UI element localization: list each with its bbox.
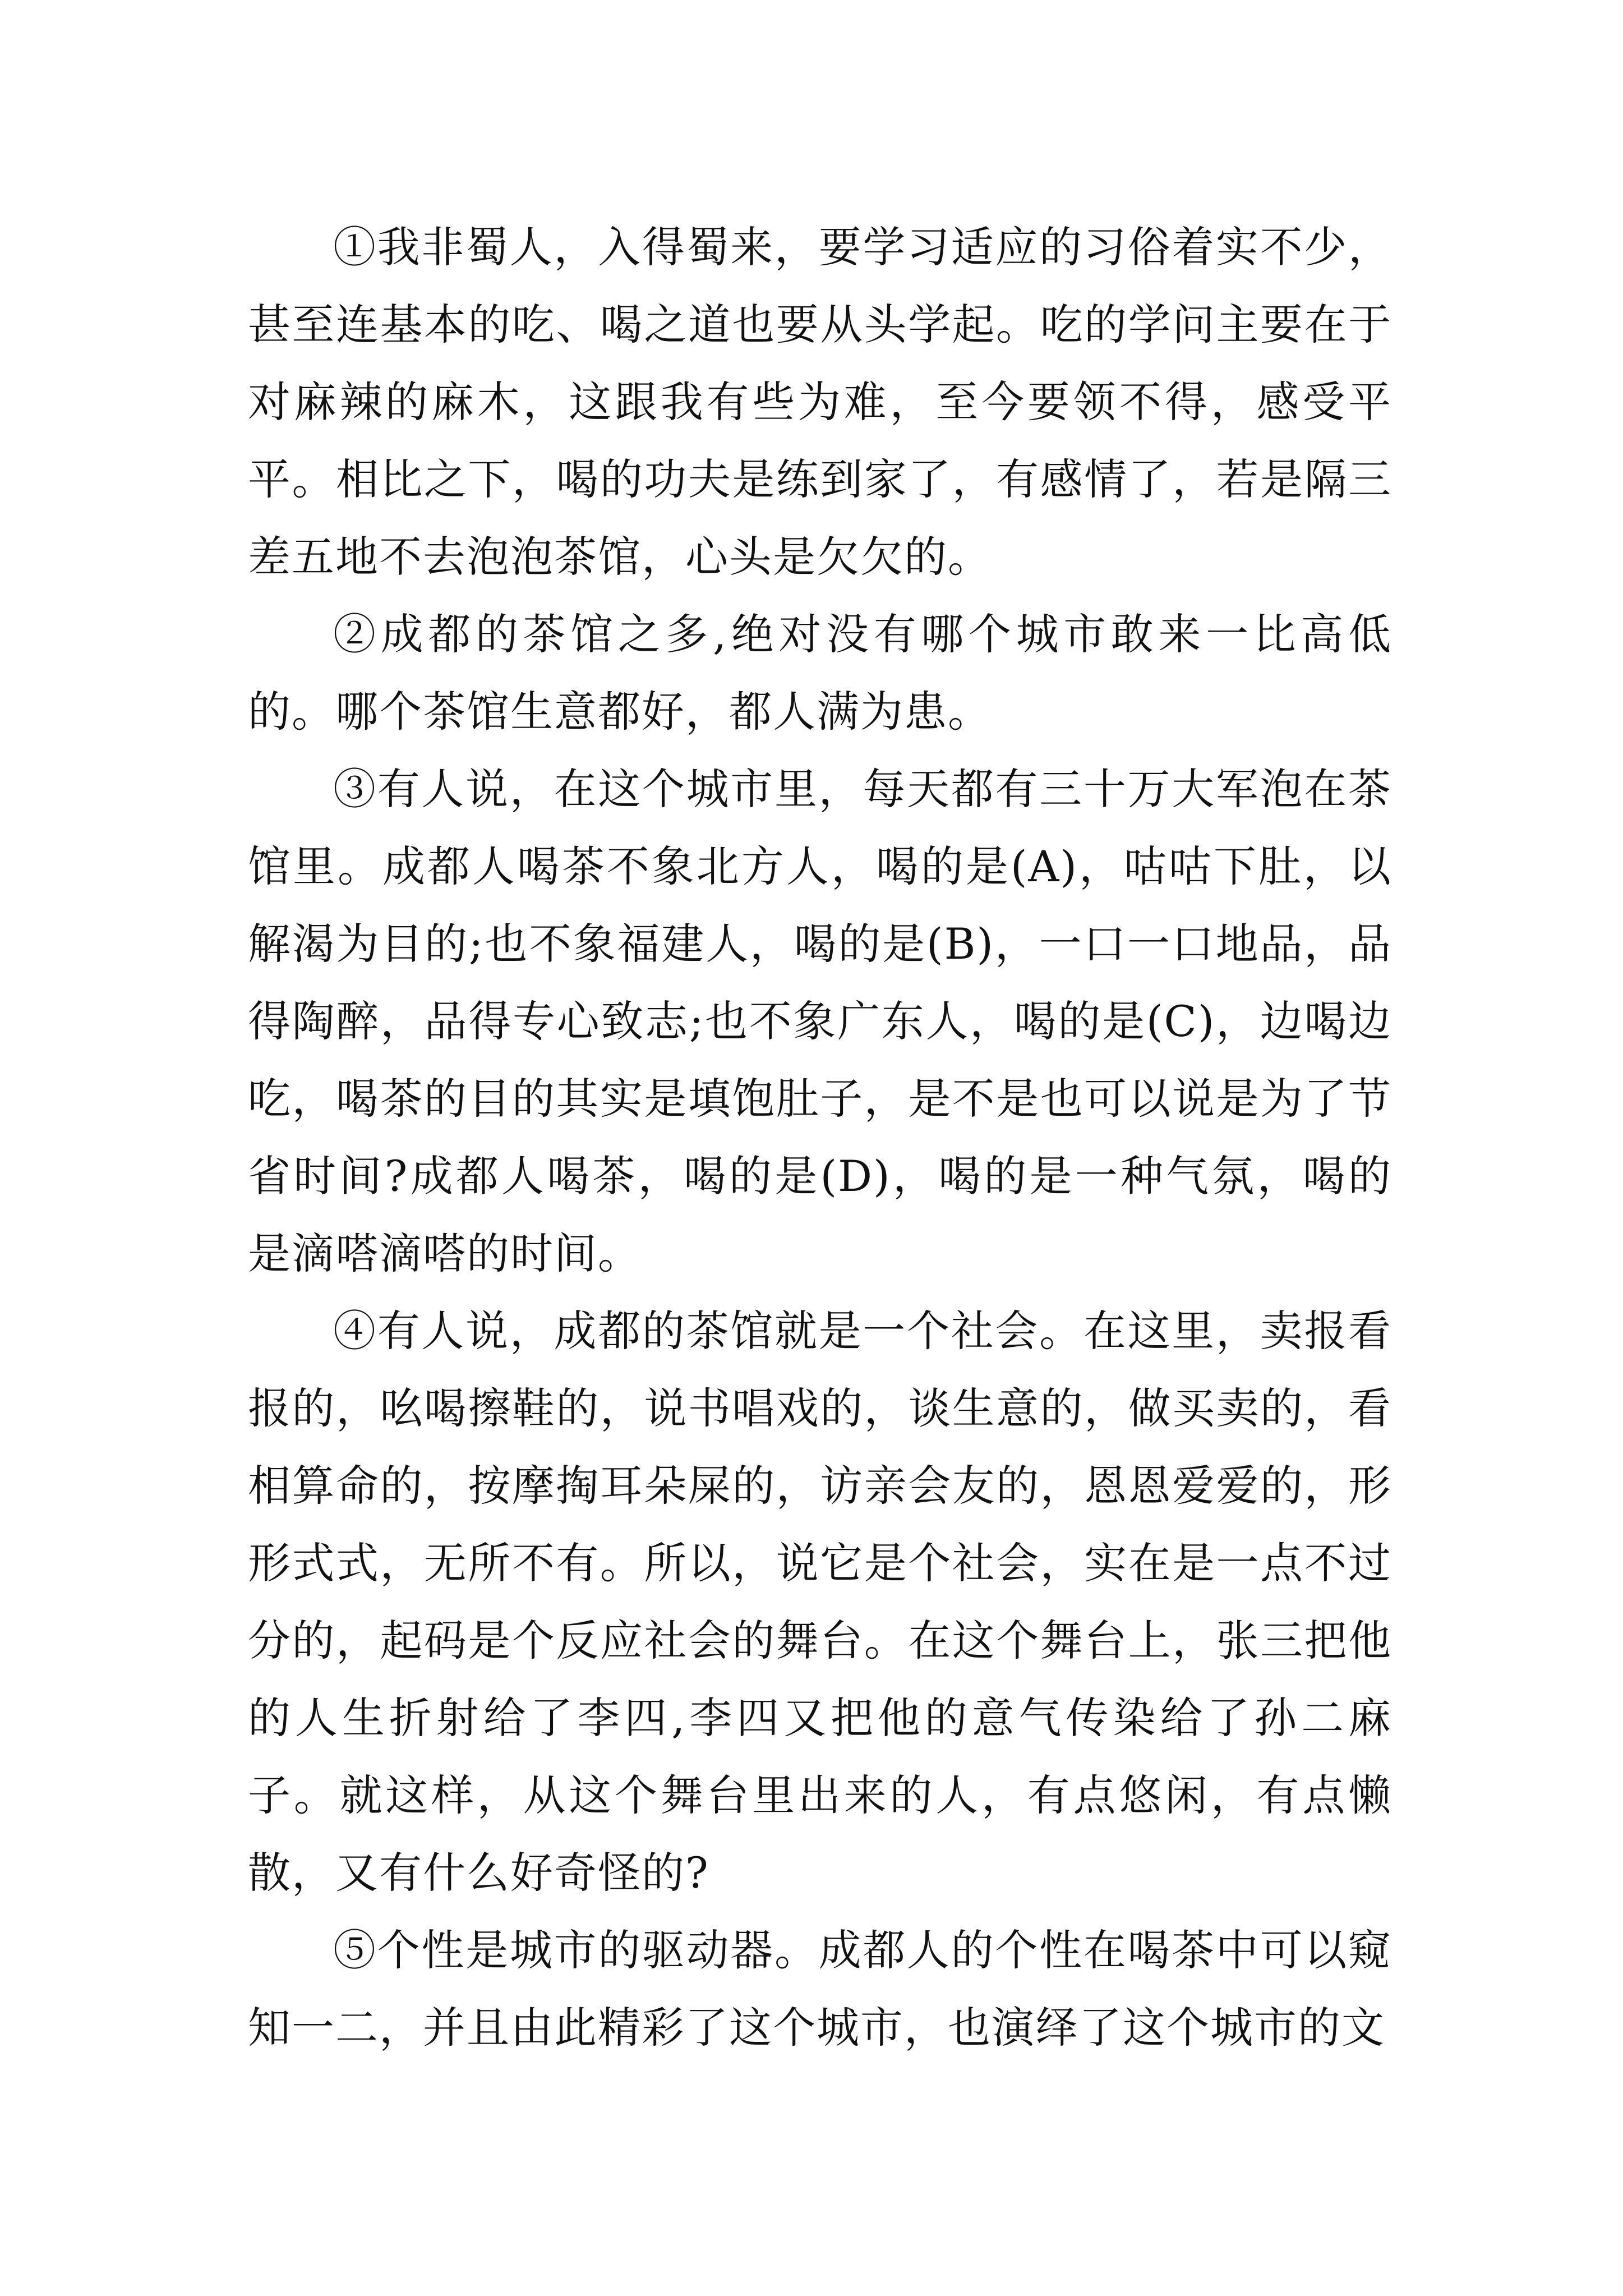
article-body bbox=[248, 209, 1392, 2067]
paragraph-5: ⑤个性是城市的驱动器。成都人的个性在喝茶中可以窥知一二，并且由此精彩了这个城市，也演绎了这个城市的文 bbox=[248, 1925, 1392, 2053]
paragraph-4: ④有人说，成都的茶馆就是一个社会。在这里，卖报看报的，吆喝擦鞋的，说书唱戏的，谈生意的，做买卖的，看相算命的，按摩掏耳朵屎的，访亲会友的，恩恩爱爱的，形形式式，无所不有。所以，说它是个社会，实在是一点不过分的，起码是个反应社会的舞台。在这个舞台上，张三把他的人生折射给了李四,李四又把他的意气传染给了孙二麻子。就这样，从这个舞台里出来的人，有点悠闲，有点懒散，又有什么好奇怪的? bbox=[248, 1306, 1392, 1898]
paragraph-3: ③有人说，在这个城市里，每天都有三十万大军泡在茶馆里。成都人喝茶不象北方人，喝的是(A)，咕咕下肚，以解渴为目的;也不象福建人，喝的是(B)，一口一口地品，品得陶醉，品得专心致志;也不象广东人，喝的是(C)，边喝边吃，喝茶的目的其实是填饱肚子，是不是也可以说是为了节省时间?成都人喝茶，喝的是(D)，喝的是一种气氛，喝的是滴嗒滴嗒的时间。 bbox=[248, 764, 1392, 1278]
paragraph-1: ①我非蜀人，入得蜀来，要学习适应的习俗着实不少，甚至连基本的吃、喝之道也要从头学起。吃的学问主要在于对麻辣的麻木，这跟我有些为难，至今要领不得，感受平平。相比之下，喝的功夫是练到家了，有感情了，若是隔三差五地不去泡泡茶馆，心头是欠欠的。 bbox=[248, 222, 1392, 582]
paragraph-2: ②成都的茶馆之多,绝对没有哪个城市敢来一比高低的。哪个茶馆生意都好，都人满为患。 bbox=[248, 609, 1392, 737]
